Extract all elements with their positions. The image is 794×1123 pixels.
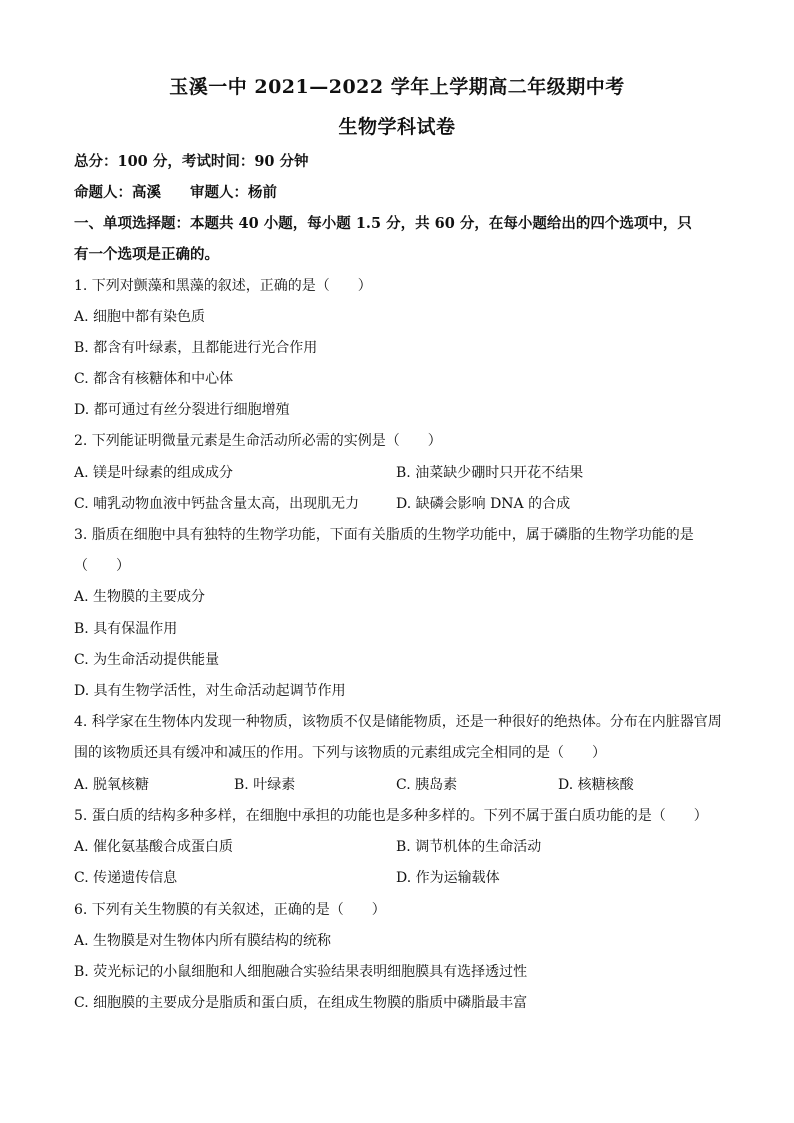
exam-title: 玉溪一中 2021—2022 学年上学期高二年级期中考 [169,76,625,98]
option: A. 催化氨基酸合成蛋白质 [74,839,234,855]
option: B. 叶绿素 [234,777,296,793]
option: D. 作为运输载体 [396,870,500,886]
option: D. 核糖核酸 [558,777,634,793]
option: C. 哺乳动物血液中钙盐含量太高，出现肌无力 [74,496,360,512]
option: A. 生物膜是对生物体内所有膜结构的统称 [74,933,332,949]
option: D. 缺磷会影响 DNA 的合成 [396,496,571,512]
option: C. 都含有核糖体和中心体 [74,371,234,387]
question-stem: 2. 下列能证明微量元素是生命活动所必需的实例是（ ） [74,433,442,449]
question-stem-cont: 围的该物质还具有缓冲和减压的作用。下列与该物质的元素组成完全相同的是（ ） [74,745,606,761]
exam-subtitle: 生物学科试卷 [338,116,456,138]
option: B. 调节机体的生命活动 [396,839,542,855]
question-stem: 6. 下列有关生物膜的有关叙述，正确的是（ ） [74,902,386,918]
option: B. 具有保温作用 [74,621,178,637]
option: D. 都可通过有丝分裂进行细胞增殖 [74,402,290,418]
option: A. 镁是叶绿素的组成成分 [74,465,234,481]
question-stem: 1. 下列对颤藻和黑藻的叙述，正确的是（ ） [74,278,372,294]
option: C. 为生命活动提供能量 [74,652,220,668]
question-stem-cont: （ ） [74,558,130,574]
option: C. 细胞膜的主要成分是脂质和蛋白质，在组成生物膜的脂质中磷脂最丰富 [74,995,528,1011]
option: B. 油菜缺少硼时只开花不结果 [396,465,584,481]
option: A. 细胞中都有染色质 [74,309,206,325]
option: B. 荧光标记的小鼠细胞和人细胞融合实验结果表明细胞膜具有选择透过性 [74,964,528,980]
option: C. 胰岛素 [396,777,458,793]
score-time: 总分：100 分，考试时间：90 分钟 [74,153,309,170]
section-heading-line1: 一、单项选择题：本题共 40 小题，每小题 1.5 分，共 60 分，在每小题给出的四个选项中，只 [74,215,692,232]
authors: 命题人：高溪 审题人：杨前 [74,184,277,201]
option: A. 生物膜的主要成分 [74,589,206,605]
question-stem: 5. 蛋白质的结构多种多样，在细胞中承担的功能也是多种多样的。下列不属于蛋白质功能的是（ ） [74,808,708,824]
section-heading-line2: 有一个选项是正确的。 [74,246,219,263]
option: C. 传递遗传信息 [74,870,178,886]
question-stem: 4. 科学家在生物体内发现一种物质，该物质不仅是储能物质，还是一种很好的绝热体。分布在内脏器官周 [74,714,722,730]
option: A. 脱氧核糖 [74,777,150,793]
option: D. 具有生物学活性，对生命活动起调节作用 [74,683,346,699]
question-stem: 3. 脂质在细胞中具有独特的生物学功能，下面有关脂质的生物学功能中，属于磷脂的生物学功能的是 [74,527,694,543]
option: B. 都含有叶绿素，且都能进行光合作用 [74,340,318,356]
